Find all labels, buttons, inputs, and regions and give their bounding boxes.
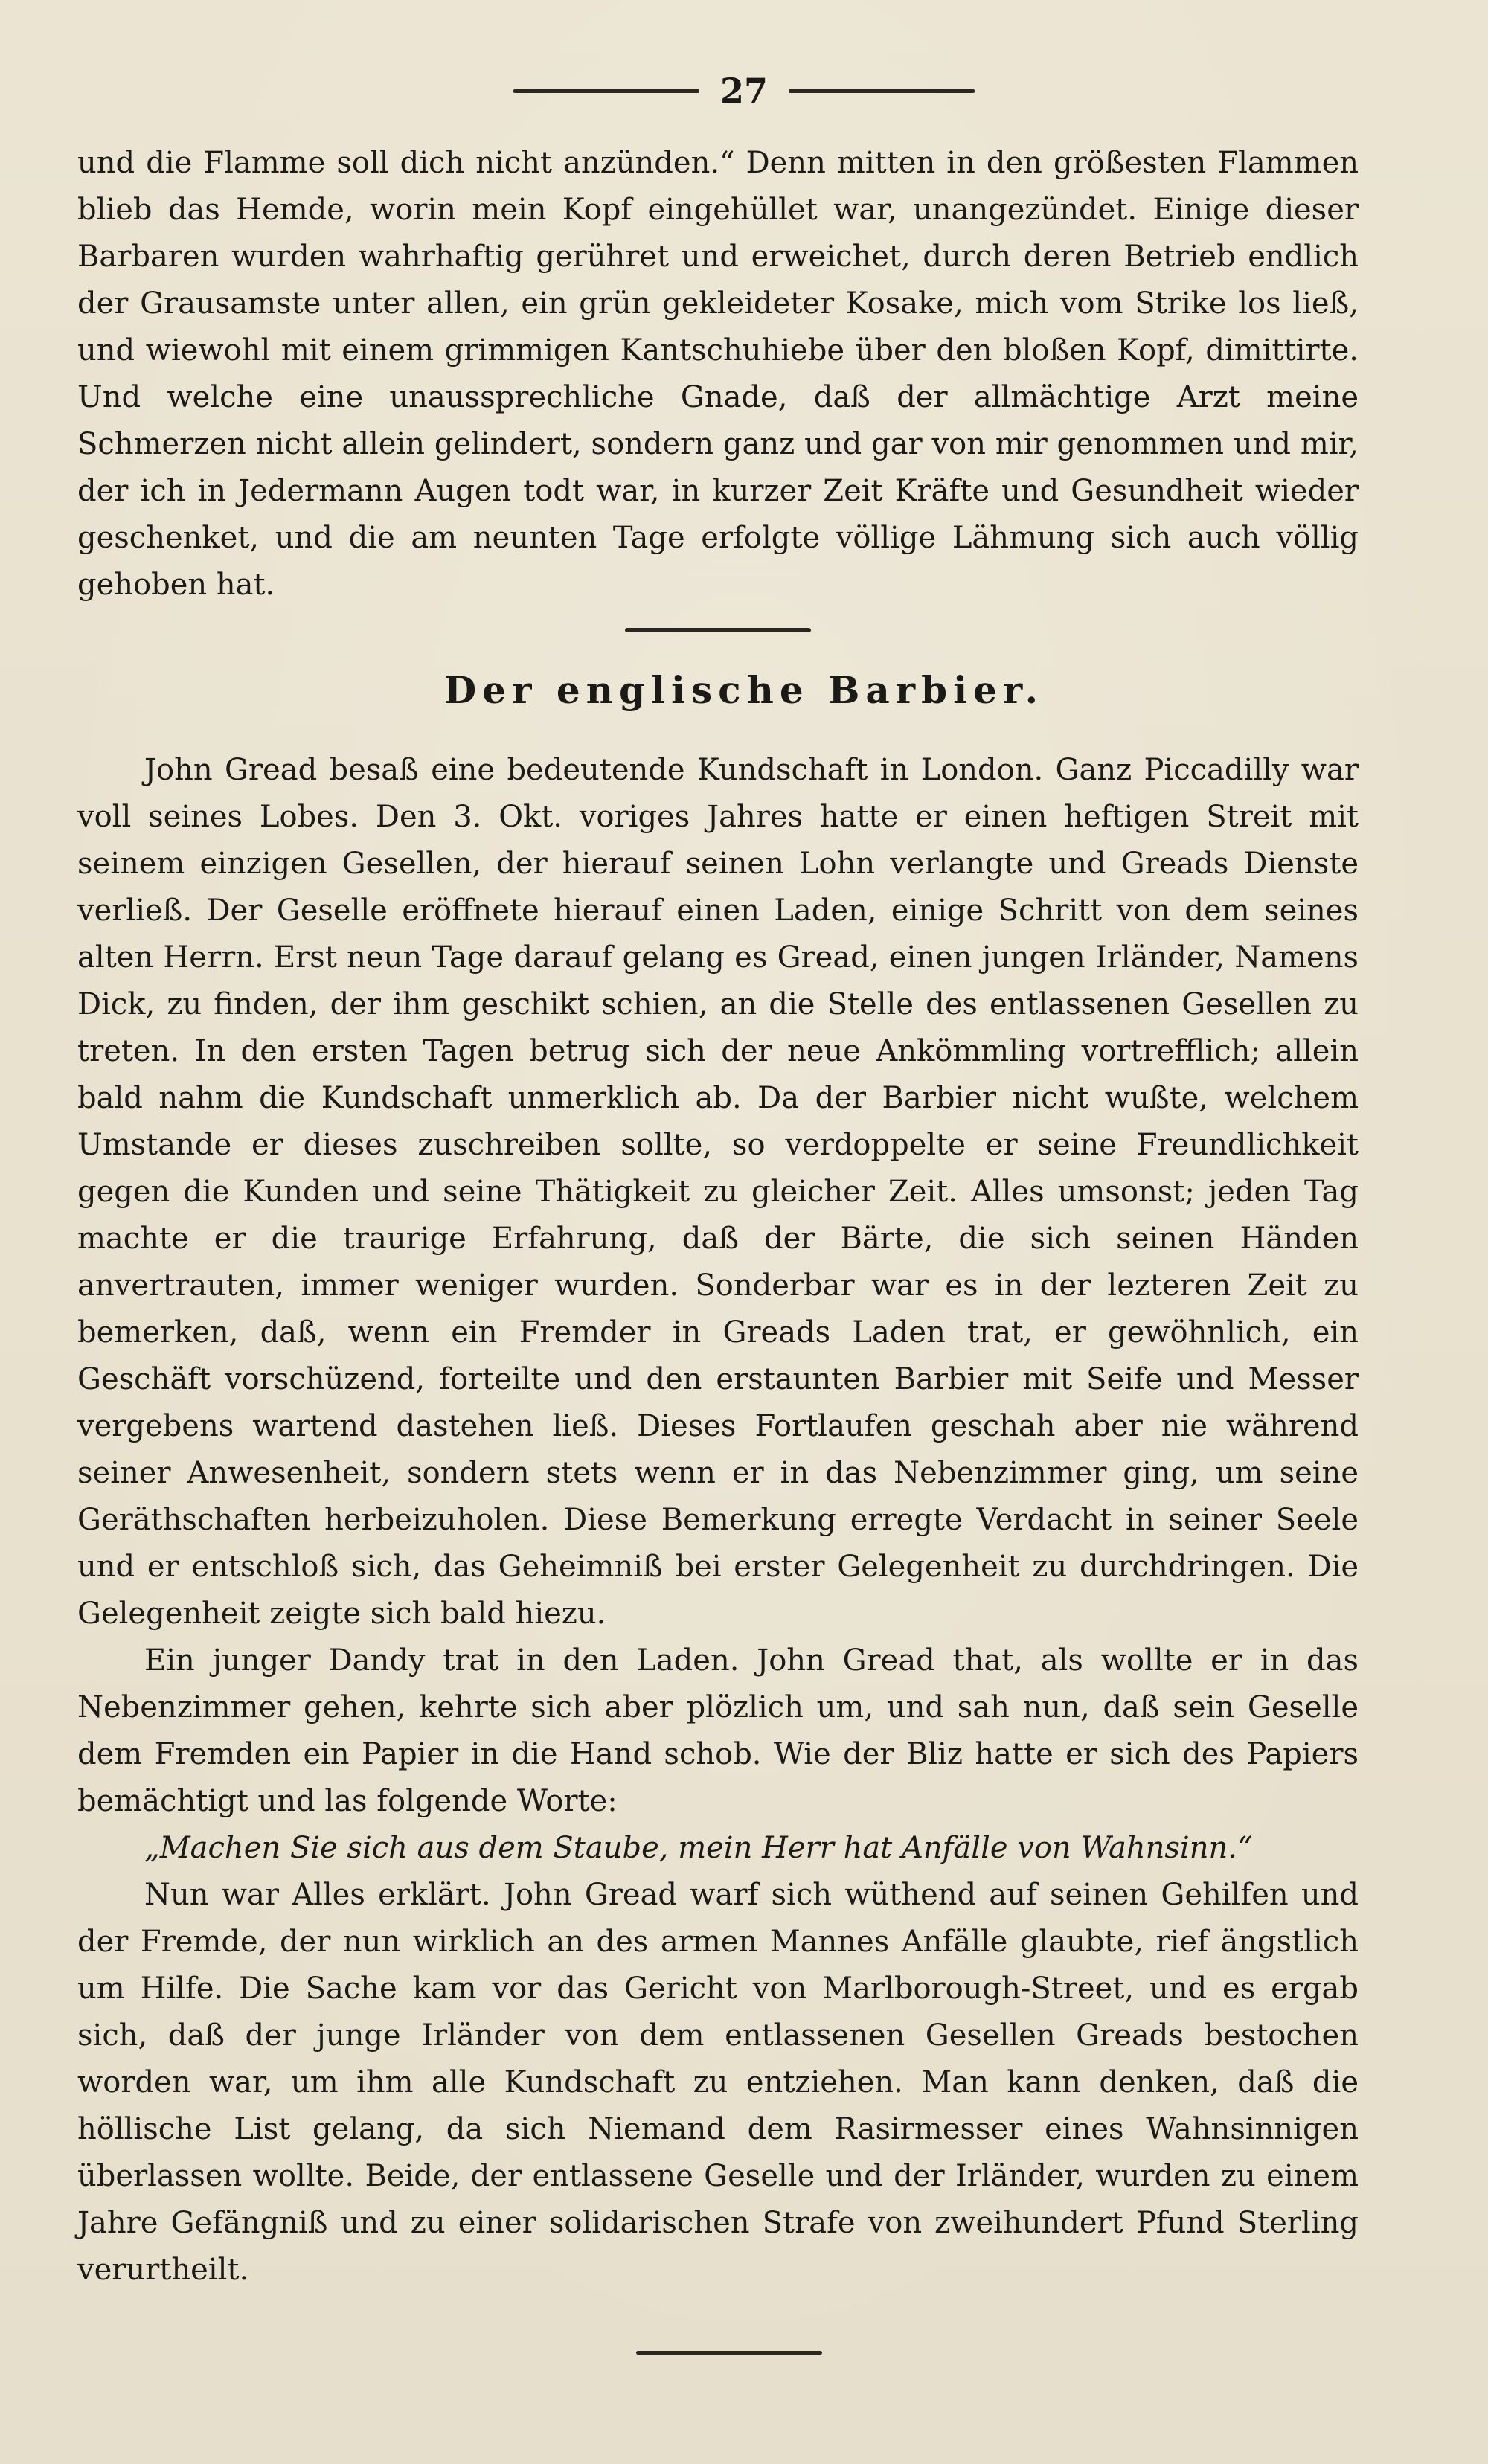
article-title: Der englische Barbier. [443,668,1045,712]
page-number: 27 [719,71,768,111]
article-paragraph: John Gread besaß eine bedeutende Kundschaft in London. Ganz Piccadilly war voll seines Lobes. Den 3. Okt. voriges Jahres hatte er einen heftigen Streit mit seinem einzigen Gesellen, der hierauf seinen Lohn verlangte und Greads Dienste verließ. Der Geselle eröffnete hierauf einen Laden, einige Schritt von dem seines alten Herrn. Erst neun Tage darauf gelang es Gread, einen jungen Irländer, Namens Dick, zu finden, der ihm geschikt schien, an die Stelle des entlassenen Gesellen zu treten. In den ersten Tagen betrug sich der neue Ankömmling vortrefflich; allein bald nahm die Kundschaft unmerklich ab. Da der Barbier nicht wußte, welchem Umstande er dieses zuschreiben sollte, so verdoppelte er seine Freundlichkeit gegen die Kunden und seine Thätigkeit zu gleicher Zeit. Alles umsonst; jeden Tag machte er die traurige Erfahrung, daß der Bärte, die sich seinen Händen anvertrauten, immer weniger wurden. Sonderbar war es in der lezteren Zeit zu bemerken, daß, wenn ein Fremder in Greads Laden trat, er gewöhnlich, ein Geschäft vorschüzend, forteilte und den erstaunten Barbier mit Seife und Messer vergebens wartend dastehen ließ. Dieses Fortlaufen geschah aber nie während seiner Anwesenheit, sondern stets wenn er in das Nebenzimmer ging, um seine Geräthschaften herbeizuholen. Diese Bemerkung erregte Verdacht in seiner Seele und er entschloß sich, das Geheimniß bei erster Gelegenheit zu durchdringen. Die Gelegenheit zeigte sich bald hiezu. [77,753,1359,1631]
page-header [0,68,1488,113]
article-body [77,747,1359,2294]
article-quote: „Machen Sie sich aus dem Staube, mein Herr hat Anfälle von Wahnsinn.“ [144,1831,1253,1865]
top-paragraph: und die Flamme soll dich nicht anzünden.“ Denn mitten in den größesten Flammen blieb das Hemde, worin mein Kopf eingehüllet war, unangezündet. Einige dieser Barbaren wurden wahrhaftig gerühret und erweichet, durch deren Betrieb endlich der Grausamste unter allen, ein grün gekleideter Kosake, mich vom Strike los ließ, und wiewohl mit einem grimmigen Kantschuhiebe über den bloßen Kopf, dimittirte. Und welche eine unaussprechliche Gnade, daß der allmächtige Arzt meine Schmerzen nicht allein gelindert, sondern ganz und gar von mir genommen und mir, der ich in Jedermann Augen todt war, in kurzer Zeit Kräfte und Gesundheit wieder geschenket, und die am neunten Tage erfolgte völlige Lähmung sich auch völlig gehoben hat. [77,146,1359,602]
header-rule-right [789,89,975,93]
section-divider [625,628,811,632]
article-paragraph: Nun war Alles erklärt. John Gread warf sich wüthend auf seinen Gehilfen und der Fremde, der nun wirklich an des armen Mannes Anfälle glaubte, rief ängstlich um Hilfe. Die Sache kam vor das Gericht von Marlborough-Street, und es ergab sich, daß der junge Irländer von dem entlassenen Gesellen Greads bestochen worden war, um ihm alle Kundschaft zu entziehen. Man kann denken, daß die höllische List gelang, da sich Niemand dem Rasirmesser eines Wahnsinnigen überlassen wollte. Beide, der entlassene Geselle und der Irländer, wurden zu einem Jahre Gefängniß und zu einer solidarischen Strafe von zweihundert Pfund Sterling verurtheilt. [77,1878,1359,2287]
end-divider [636,2351,822,2355]
continued-paragraph [77,140,1359,609]
article-paragraph: Ein junger Dandy trat in den Laden. John Gread that, als wollte er in das Nebenzimmer gehen, kehrte sich aber plözlich um, und sah nun, daß sein Geselle dem Fremden ein Papier in die Hand schob. Wie der Bliz hatte er sich des Papiers bemächtigt und las folgende Worte: [77,1643,1359,1818]
header-rule-left [513,89,699,93]
